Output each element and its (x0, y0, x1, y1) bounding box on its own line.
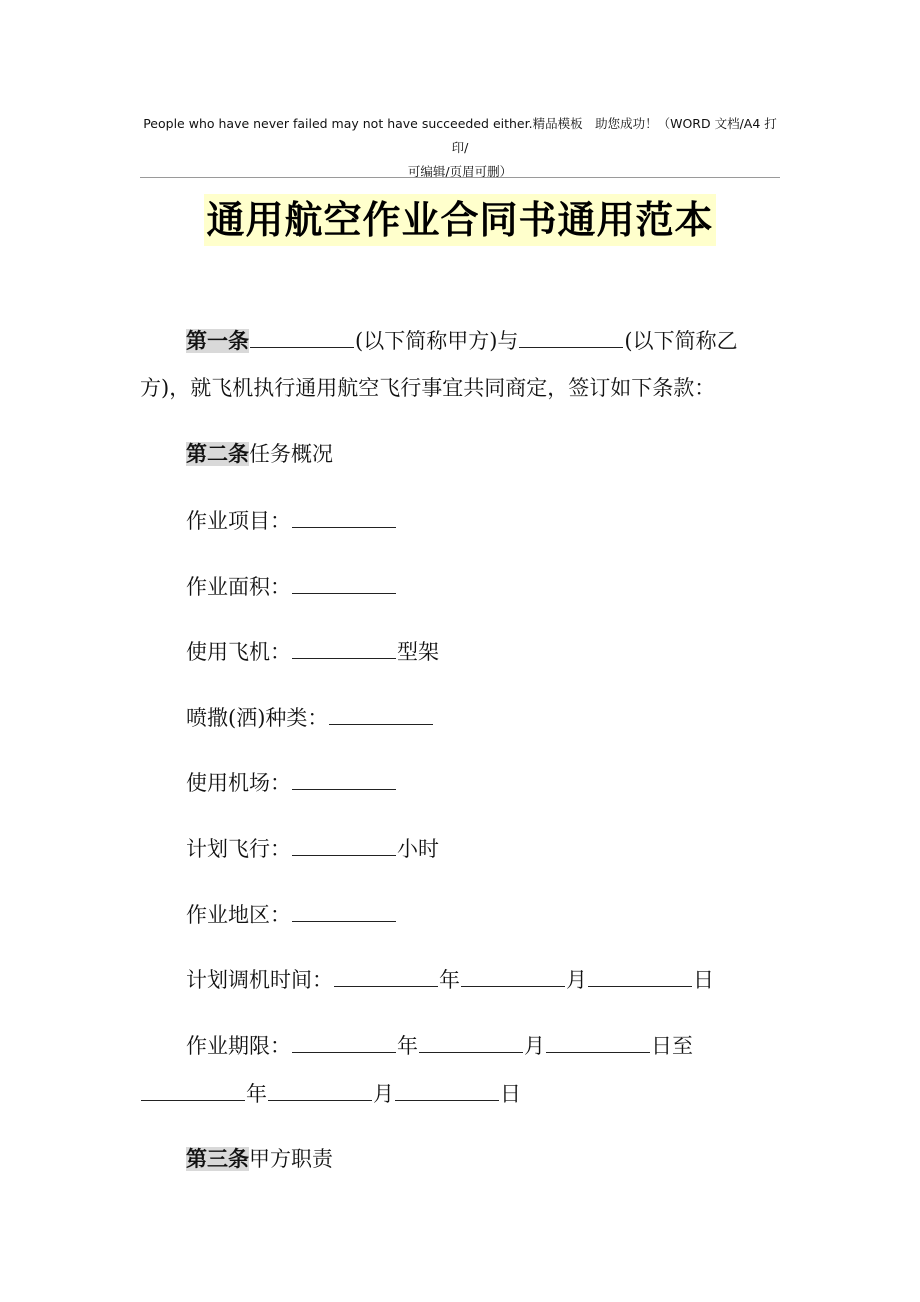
field-region-blank[interactable] (292, 899, 396, 922)
article-3-heading (186, 1144, 333, 1174)
article-1-text-3: 方)，就飞机执行通用航空飞行事宜共同商定，签订如下条款： (140, 376, 716, 400)
period-end-month-blank[interactable] (268, 1078, 372, 1101)
field-period-line-2 (140, 1078, 521, 1109)
field-aircraft (186, 636, 439, 667)
header-line-1: People who have never failed may not have succeeded either.精品模板 助您成功！（WORD 文档/A4 打印/ (143, 116, 777, 155)
field-area (186, 571, 397, 602)
article-2-label: 第二条 (186, 442, 249, 466)
period-start-month-unit: 月 (524, 1034, 545, 1058)
field-aircraft-blank[interactable] (292, 636, 396, 659)
article-3-title: 甲方职责 (249, 1147, 333, 1171)
field-flight-unit: 小时 (397, 837, 439, 861)
field-adjust-label: 计划调机时间： (186, 968, 333, 992)
article-1-label: 第一条 (186, 329, 249, 353)
field-aircraft-unit: 型架 (397, 640, 439, 664)
adjust-day-unit: 日 (693, 968, 714, 992)
period-start-month-blank[interactable] (419, 1030, 523, 1053)
document-title: 通用航空作业合同书通用范本 (204, 194, 715, 246)
article-1-text-2: (以下简称乙 (624, 329, 738, 353)
field-period-line-1 (186, 1030, 693, 1061)
period-start-year-unit: 年 (397, 1034, 418, 1058)
field-area-blank[interactable] (292, 571, 396, 594)
adjust-day-blank[interactable] (588, 964, 692, 987)
field-project-blank[interactable] (292, 505, 396, 528)
period-end-day-blank[interactable] (395, 1078, 499, 1101)
adjust-year-blank[interactable] (334, 964, 438, 987)
field-airport (186, 767, 397, 798)
article-1-text-1: (以下简称甲方)与 (355, 329, 519, 353)
period-end-month-unit: 月 (373, 1082, 394, 1106)
adjust-year-unit: 年 (439, 968, 460, 992)
article-1-line-1 (186, 325, 738, 356)
title-container (0, 194, 920, 246)
adjust-month-blank[interactable] (461, 964, 565, 987)
field-airport-label: 使用机场： (186, 771, 291, 795)
header-line-2: 可编辑/页眉可删） (407, 164, 513, 179)
field-flight-blank[interactable] (292, 833, 396, 856)
article-3-label: 第三条 (186, 1147, 249, 1171)
article-2-title: 任务概况 (249, 442, 333, 466)
field-region (186, 899, 397, 930)
article-1-line-2 (140, 373, 715, 403)
field-flight (186, 833, 439, 864)
period-start-day-unit: 日至 (651, 1034, 693, 1058)
period-end-year-unit: 年 (246, 1082, 267, 1106)
article-2-heading (186, 439, 333, 469)
field-period-label: 作业期限： (186, 1034, 291, 1058)
field-aircraft-label: 使用飞机： (186, 640, 291, 664)
adjust-month-unit: 月 (566, 968, 587, 992)
party-a-blank[interactable] (250, 325, 354, 348)
period-start-year-blank[interactable] (292, 1030, 396, 1053)
field-airport-blank[interactable] (292, 767, 396, 790)
field-project-label: 作业项目： (186, 509, 291, 533)
field-region-label: 作业地区： (186, 903, 291, 927)
field-flight-label: 计划飞行： (186, 837, 291, 861)
party-b-blank[interactable] (519, 325, 623, 348)
period-end-year-blank[interactable] (141, 1078, 245, 1101)
field-adjust-time (186, 964, 714, 995)
field-spray (186, 702, 434, 733)
field-spray-blank[interactable] (329, 702, 433, 725)
field-project (186, 505, 397, 536)
page-header (140, 112, 780, 184)
field-area-label: 作业面积： (186, 575, 291, 599)
header-divider (140, 177, 780, 178)
period-end-day-unit: 日 (500, 1082, 521, 1106)
field-spray-label: 喷撒(洒)种类： (186, 706, 329, 730)
period-start-day-blank[interactable] (546, 1030, 650, 1053)
